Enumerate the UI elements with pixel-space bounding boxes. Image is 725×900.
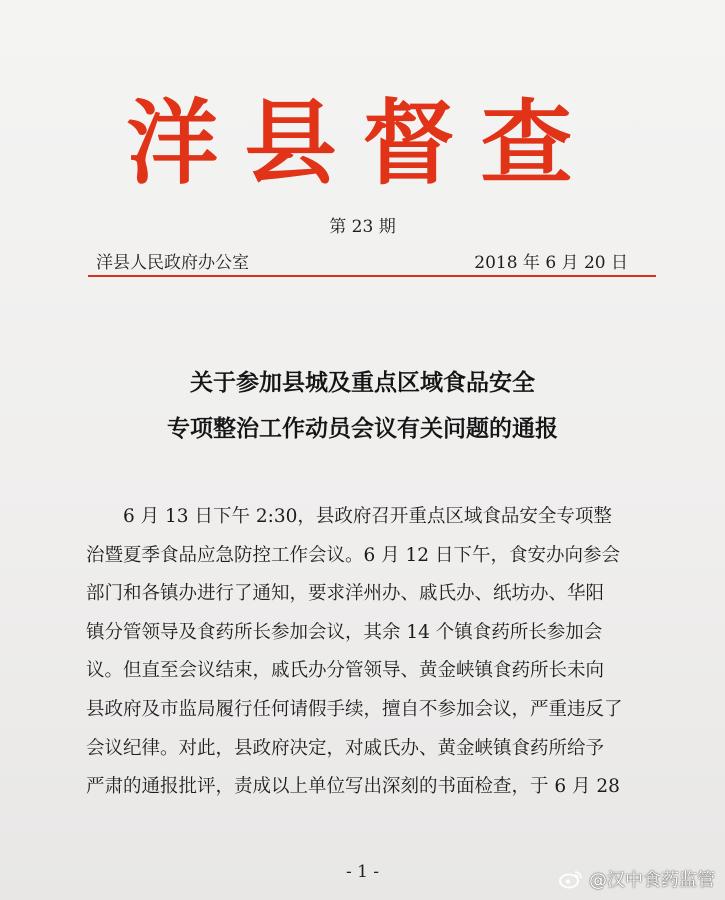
masthead-title: 洋县督查	[126, 89, 599, 197]
body-line: 镇分管领导及食药所长参加会议，其余 14 个镇食药所长参加会	[86, 621, 603, 643]
body-line: 部门和各镇办进行了通知，要求洋州办、戚氏办、纸坊办、华阳	[86, 583, 605, 605]
issuer-name: 洋县人民政府办公室	[96, 253, 249, 273]
title-line: 关于参加县城及重点区域食品安全	[190, 369, 535, 396]
body-line: 议。但直至会议结束，戚氏办分管领导、黄金峡镇食药所长未向	[86, 660, 605, 682]
document-title	[0, 360, 725, 452]
red-divider-line	[88, 275, 656, 277]
document-body	[86, 498, 651, 807]
body-line: 严肃的通报批评，责成以上单位写出深刻的书面检查，于 6 月 28	[86, 776, 620, 798]
title-line: 专项整治工作动员会议有关问题的通报	[167, 415, 558, 442]
weibo-icon	[559, 869, 583, 889]
watermark-text: @汉中食药监管	[589, 870, 715, 891]
issue-number: 第 23 期	[329, 217, 396, 237]
body-line: 6 月 13 日下午 2:30，县政府召开重点区域食品安全专项整	[123, 506, 612, 527]
body-line: 会议纪律。对此，县政府决定，对戚氏办、黄金峡镇食药所给予	[86, 737, 605, 759]
watermark	[559, 866, 715, 892]
body-line: 治暨夏季食品应急防控工作会议。6 月 12 日下午，食安办向参会	[86, 544, 620, 566]
body-line: 县政府及市监局履行任何请假手续，擅自不参加会议，严重违反了	[86, 698, 623, 720]
issue-date: 2018 年 6 月 20 日	[474, 253, 628, 273]
page-number: - 1 -	[345, 862, 380, 882]
